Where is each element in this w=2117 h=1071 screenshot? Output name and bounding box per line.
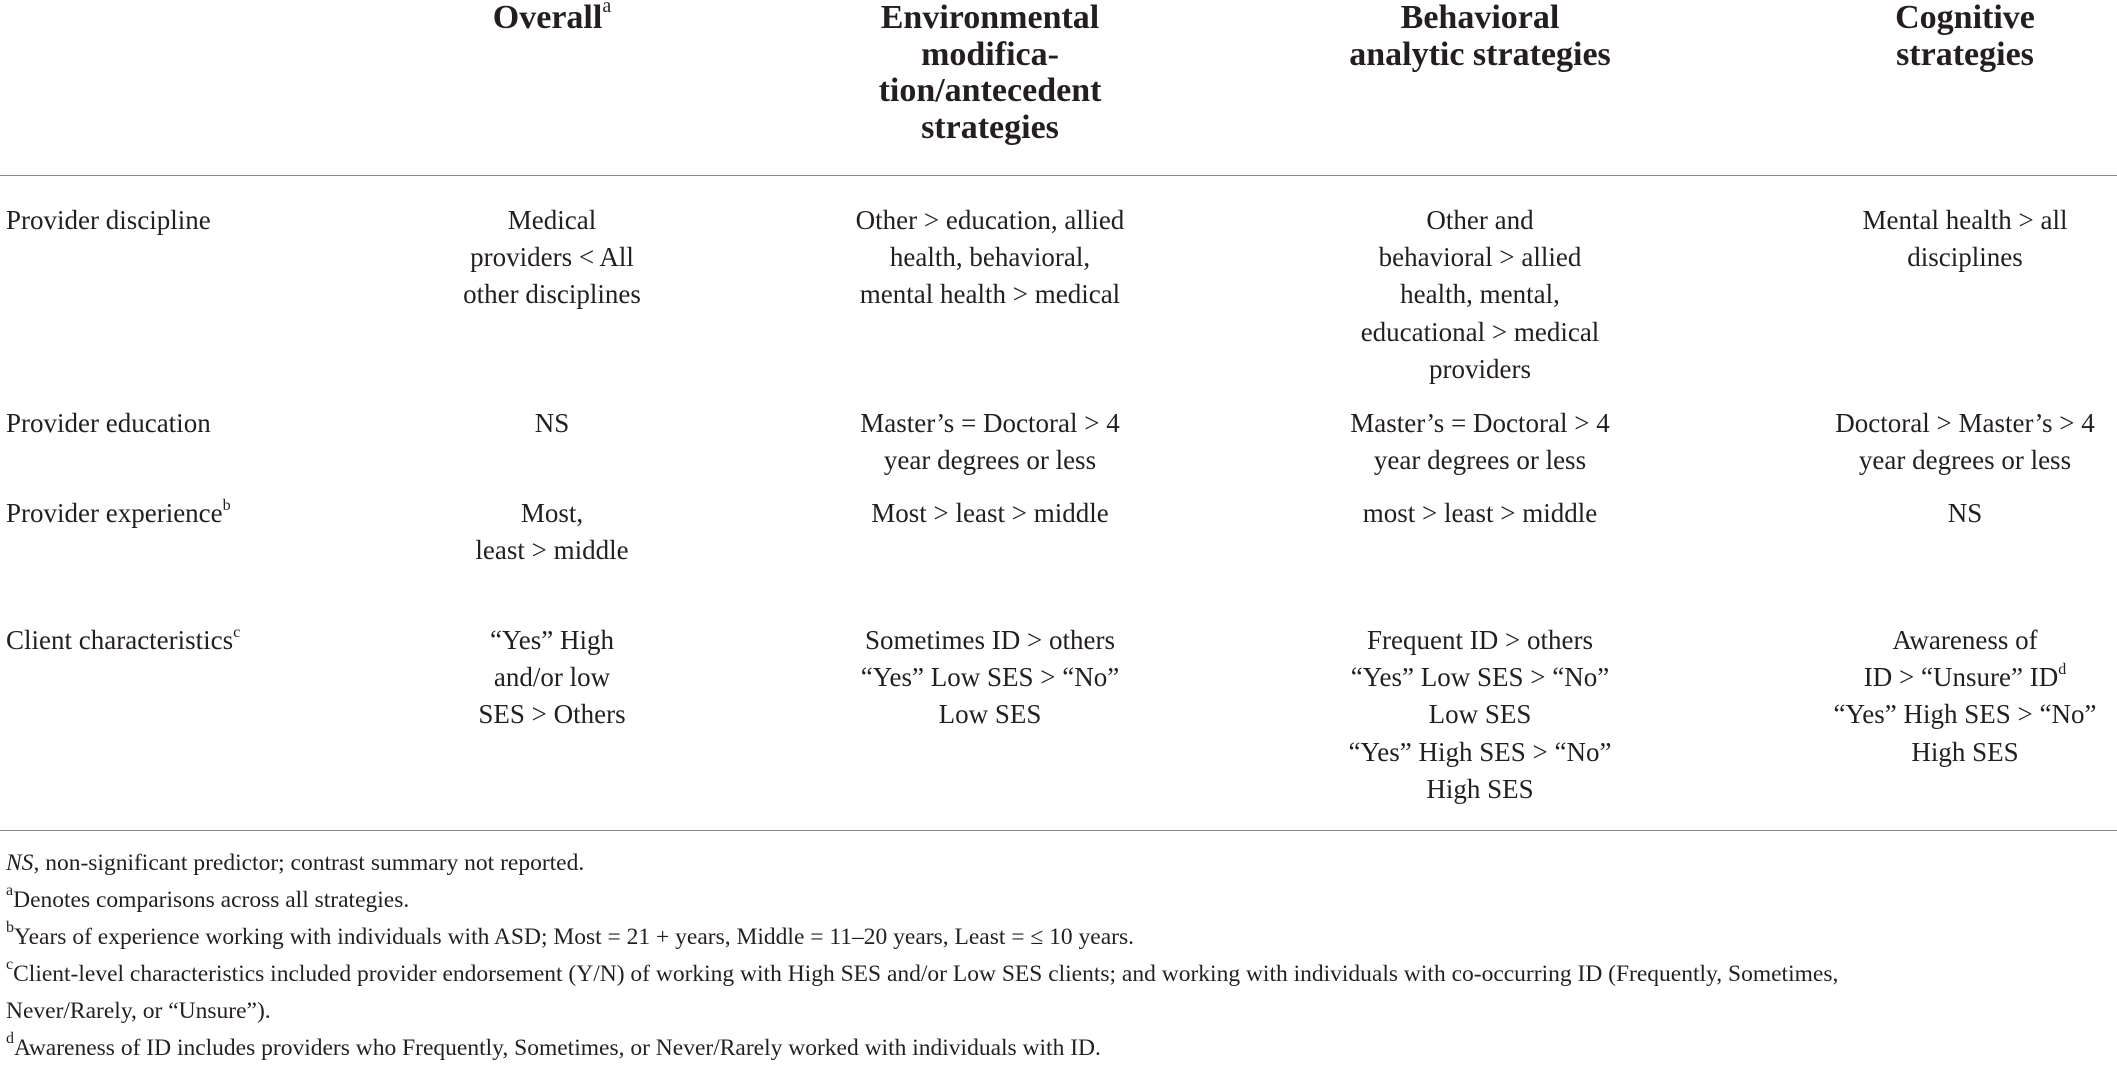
cell-line: mental health > medical — [859, 279, 1121, 310]
cell-line: “Yes” High SES > “No” — [1348, 736, 1612, 767]
cell-education-overall — [397, 405, 707, 442]
footnote-ns — [6, 845, 2111, 882]
header-line: strategies — [921, 108, 1059, 146]
cell-line: Most, — [520, 498, 584, 528]
cell-line: Awareness of — [1892, 625, 2038, 655]
cell-discipline-environmental — [790, 202, 1190, 314]
header-line: analytic strategies — [1349, 35, 1611, 73]
header-line: modifica- — [921, 35, 1059, 73]
cell-experience-behavioral — [1280, 495, 1680, 532]
cell-discipline-overall — [397, 202, 707, 314]
cell-experience-environmental — [790, 495, 1190, 532]
cell-line: High SES — [1911, 736, 2019, 767]
row-label-text: Provider experience — [6, 498, 223, 528]
row-label-text: Client characteristics — [6, 625, 234, 655]
cell-line: Master’s = Doctoral > 4 — [860, 408, 1120, 438]
row-label-text: Provider discipline — [6, 205, 211, 235]
cell-line: health, mental, — [1400, 279, 1560, 310]
cell-line: “Yes” Low SES > “No” — [1350, 662, 1610, 693]
cell-client-cognitive — [1765, 622, 2117, 771]
footnote-text: Client-level characteristics included provider endorsement (Y/N) of working with High SES and/or Low SES clients; and working with individuals with co-occurring ID (Frequently, Sometimes, — [13, 961, 1839, 987]
cell-line: Other and — [1426, 205, 1534, 235]
footer-rule — [0, 830, 2117, 831]
cell-education-environmental — [790, 405, 1190, 479]
row-label-text: Provider education — [6, 408, 211, 438]
cell-line: Mental health > all — [1862, 205, 2068, 235]
cell-line: SES > Others — [478, 699, 626, 730]
cell-discipline-behavioral — [1280, 202, 1680, 388]
cell-line: Low SES — [938, 699, 1042, 730]
footnote-text: Denotes comparisons across all strategies. — [13, 887, 410, 913]
footnote-marker: c — [233, 624, 241, 641]
cell-line: High SES — [1426, 773, 1534, 804]
cell-line: Master’s = Doctoral > 4 — [1350, 408, 1610, 438]
cell-line: providers < All — [470, 242, 634, 273]
footnote-marker: a — [6, 882, 14, 899]
row-label-client-characteristics — [6, 622, 240, 659]
cell-client-environmental — [790, 622, 1190, 734]
cell-line: NS — [1947, 498, 1983, 528]
footnote-c — [6, 956, 2111, 1031]
column-header-environmental — [790, 0, 1190, 146]
footnote-b — [6, 919, 2111, 956]
footnote-marker: d — [6, 1030, 14, 1047]
header-line: strategies — [1896, 35, 2034, 73]
cell-line: other disciplines — [463, 279, 641, 310]
column-header-cognitive — [1765, 0, 2117, 73]
footnote-abbr: NS — [6, 850, 34, 876]
header-line: Behavioral — [1400, 0, 1560, 36]
header-line: Overall — [492, 0, 603, 36]
cell-line: “Yes” High — [489, 625, 614, 655]
cell-line: Medical — [507, 205, 597, 235]
cell-line: educational > medical — [1360, 316, 1600, 347]
cell-client-overall — [397, 622, 707, 734]
row-label-provider-discipline — [6, 202, 211, 239]
cell-education-cognitive — [1765, 405, 2117, 479]
cell-line: most > least > middle — [1362, 498, 1598, 528]
column-header-overall — [397, 0, 707, 37]
column-header-behavioral — [1280, 0, 1680, 73]
cell-line: year degrees or less — [1858, 445, 2072, 476]
header-line: tion/antecedent — [878, 72, 1102, 109]
cell-discipline-cognitive — [1765, 202, 2117, 276]
cell-line: “Yes” Low SES > “No” — [860, 662, 1120, 693]
header-line: Environmental — [880, 0, 1100, 36]
header-rule — [0, 175, 2117, 176]
cell-line-text: ID > “Unsure” ID — [1863, 662, 2059, 693]
footnote-marker: b — [222, 497, 231, 514]
header-line: Cognitive — [1895, 0, 2035, 36]
footnote-text: , non-significant predictor; contrast summary not reported. — [33, 850, 585, 876]
row-label-provider-experience — [6, 495, 231, 532]
cell-line: providers — [1429, 353, 1531, 384]
footnote-marker: c — [6, 956, 14, 973]
footnote-a — [6, 882, 2111, 919]
cell-line: behavioral > allied — [1378, 242, 1582, 273]
footnote-line: Never/Rarely, or “Unsure”). — [6, 998, 271, 1025]
cell-experience-overall — [397, 495, 707, 569]
cell-line — [1765, 659, 2117, 696]
footnote-d — [6, 1030, 2111, 1067]
cell-line: disciplines — [1907, 242, 2023, 273]
cell-line: Most > least > middle — [871, 498, 1109, 528]
footnote-text: Years of experience working with individuals with ASD; Most = 21 + years, Middle = 11–20 years, Least = ≤ 10 years. — [14, 924, 1134, 950]
footnote-marker: a — [602, 0, 612, 17]
cell-client-behavioral — [1280, 622, 1680, 808]
footnote-text: Awareness of ID includes providers who Frequently, Sometimes, or Never/Rarely worked with individuals with ID. — [14, 1035, 1101, 1061]
cell-line: Frequent ID > others — [1367, 625, 1593, 655]
footnote-line — [6, 956, 2111, 993]
cell-line: “Yes” High SES > “No” — [1833, 699, 2097, 730]
cell-line: Low SES — [1428, 699, 1532, 730]
footnote-marker: d — [2058, 661, 2067, 679]
cell-experience-cognitive — [1765, 495, 2117, 532]
cell-line: least > middle — [475, 535, 629, 566]
cell-line: NS — [534, 408, 570, 438]
cell-education-behavioral — [1280, 405, 1680, 479]
cell-line: year degrees or less — [883, 445, 1097, 476]
cell-line: health, behavioral, — [889, 242, 1091, 273]
cell-line: Doctoral > Master’s > 4 — [1835, 408, 2095, 438]
cell-line: and/or low — [493, 662, 611, 693]
cell-line: Other > education, allied — [855, 205, 1125, 235]
footnote-marker: b — [6, 919, 14, 936]
cell-line: year degrees or less — [1373, 445, 1587, 476]
cell-line: Sometimes ID > others — [865, 625, 1115, 655]
row-label-provider-education — [6, 405, 211, 442]
